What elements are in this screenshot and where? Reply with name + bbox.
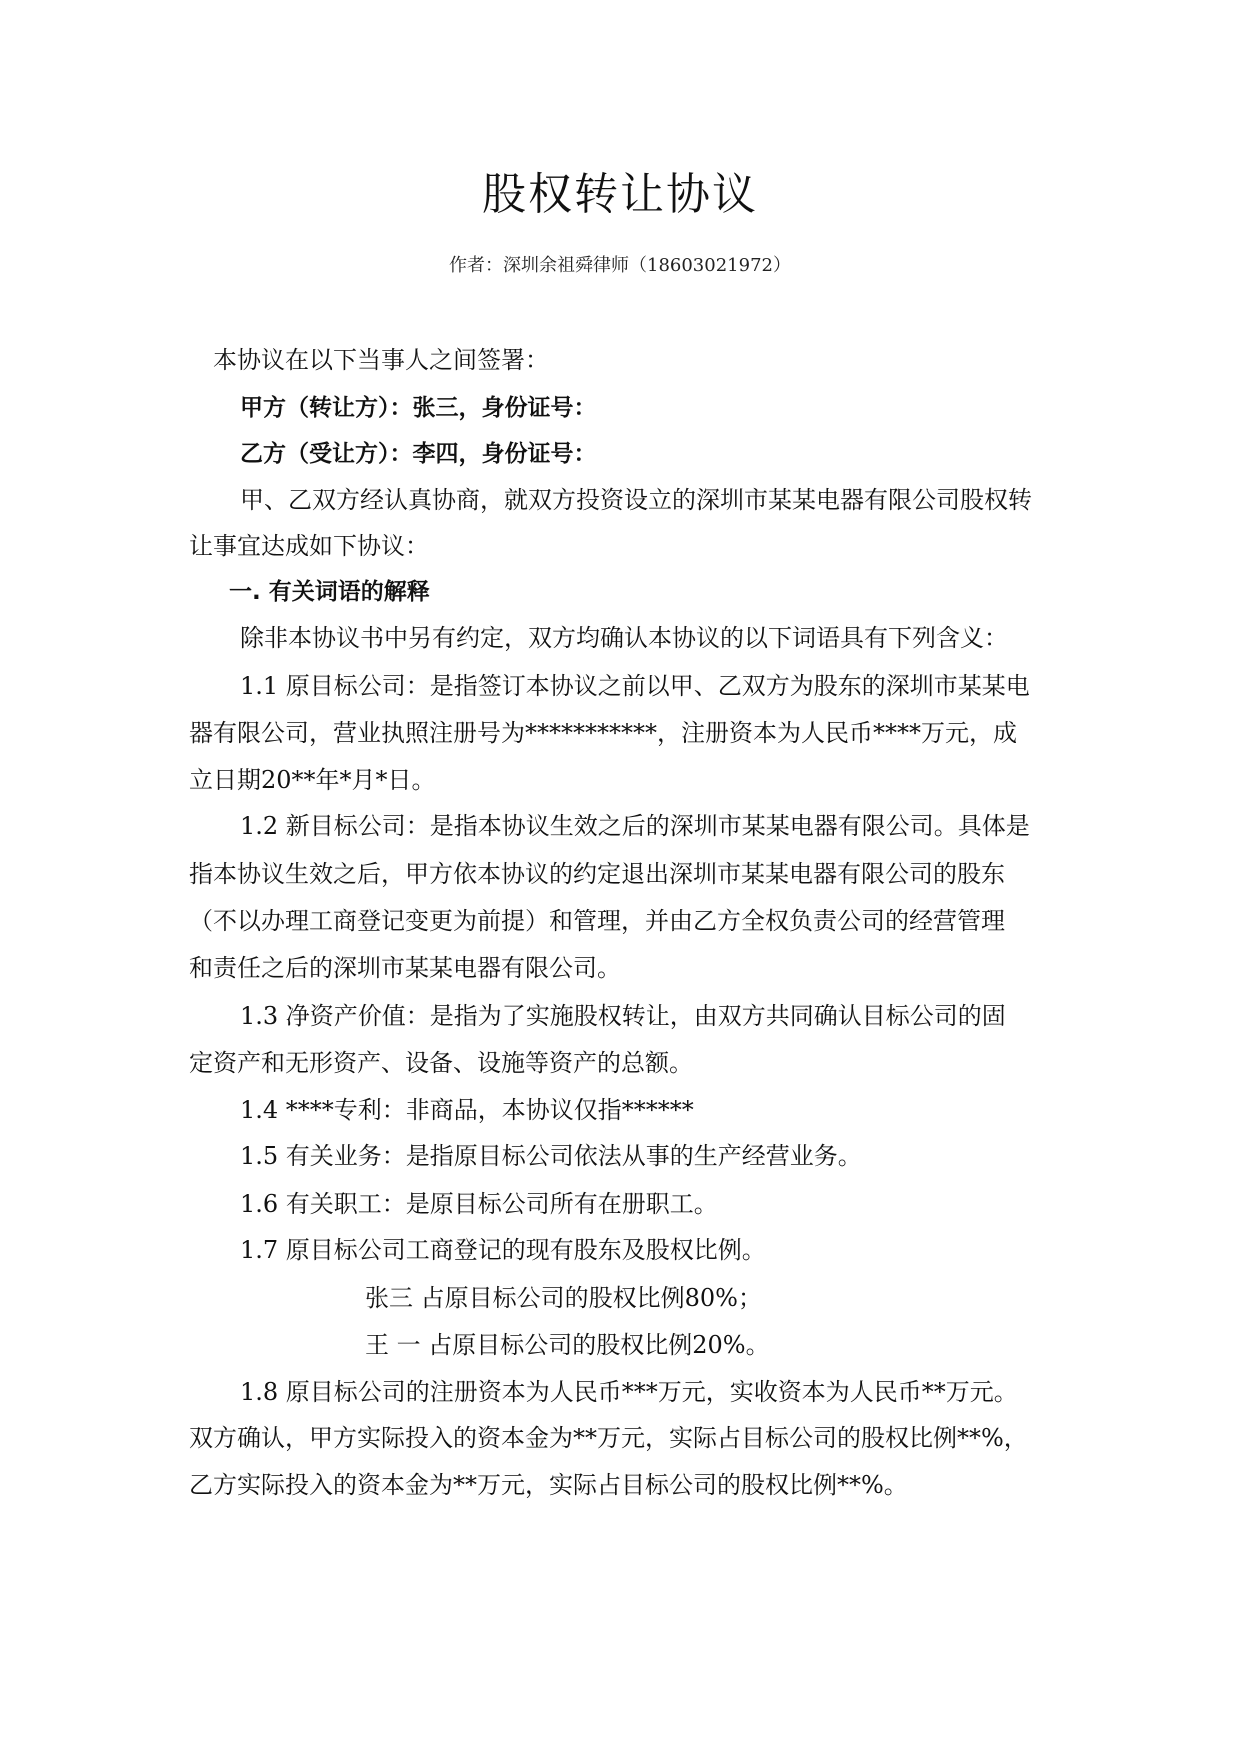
shareholder-line: 王 一 占原目标公司的股权比例20%。	[365, 1331, 770, 1359]
clause-1-8-line: 1.8 原目标公司的注册资本为人民币***万元，实收资本为人民币**万元。	[240, 1378, 1018, 1406]
clause-1-1-line: 1.1 原目标公司：是指签订本协议之前以甲、乙双方为股东的深圳市某某电	[240, 672, 1030, 700]
shareholder-line: 张三 占原目标公司的股权比例80%；	[365, 1284, 762, 1312]
clause-1-2-line: （不以办理工商登记变更为前提）和管理，并由乙方全权负责公司的经营管理	[189, 907, 1005, 935]
paragraph-line: 甲、乙双方经认真协商，就双方投资设立的深圳市某某电器有限公司股权转	[240, 486, 1032, 514]
clause-1-1-line: 器有限公司，营业执照注册号为***********，注册资本为人民币****万元，成	[189, 719, 1017, 747]
clause-1-2-line: 和责任之后的深圳市某某电器有限公司。	[189, 954, 621, 982]
clause-1-1-line: 立日期20**年*月*日。	[189, 766, 436, 794]
document-title: 股权转让协议	[482, 169, 758, 220]
clause-1-2-line: 指本协议生效之后，甲方依本协议的约定退出深圳市某某电器有限公司的股东	[189, 860, 1005, 888]
paragraph-line: 除非本协议书中另有约定，双方均确认本协议的以下词语具有下列含义：	[240, 624, 1008, 652]
clause-1-4-line: 1.4 ****专利：非商品，本协议仅指******	[240, 1096, 694, 1124]
intro-line: 本协议在以下当事人之间签署：	[213, 346, 549, 374]
party-a-line: 甲方（转让方）：张三，身份证号：	[240, 395, 597, 421]
clause-1-7-line: 1.7 原目标公司工商登记的现有股东及股权比例。	[240, 1236, 766, 1264]
section-heading: 一. 有关词语的解释	[229, 579, 430, 605]
paragraph-line: 让事宜达成如下协议：	[189, 532, 429, 560]
clause-1-8-line: 乙方实际投入的资本金为**万元，实际占目标公司的股权比例**%。	[189, 1471, 908, 1499]
clause-1-3-line: 1.3 净资产价值：是指为了实施股权转让，由双方共同确认目标公司的固	[240, 1002, 1006, 1030]
clause-1-2-line: 1.2 新目标公司：是指本协议生效之后的深圳市某某电器有限公司。具体是	[240, 812, 1030, 840]
clause-1-6-line: 1.6 有关职工：是原目标公司所有在册职工。	[240, 1190, 718, 1218]
clause-1-5-line: 1.5 有关业务：是指原目标公司依法从事的生产经营业务。	[240, 1142, 862, 1170]
party-b-line: 乙方（受让方）：李四，身份证号：	[240, 441, 597, 467]
author-line: 作者：深圳余祖舜律师（18603021972）	[449, 255, 791, 276]
clause-1-3-line: 定资产和无形资产、设备、设施等资产的总额。	[189, 1049, 693, 1077]
clause-1-8-line: 双方确认，甲方实际投入的资本金为**万元，实际占目标公司的股权比例**%，	[189, 1424, 1028, 1452]
